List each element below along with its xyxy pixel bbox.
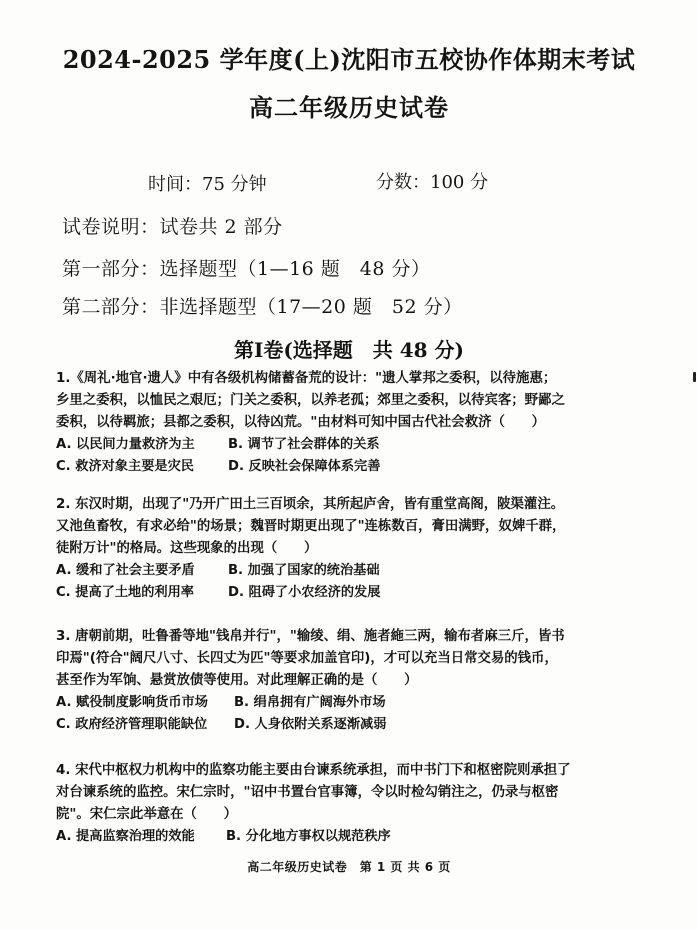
option-c: C. 提高了土地的利用率 xyxy=(56,585,194,600)
paper-note: 试卷说明：试卷共 2 部分 xyxy=(62,216,283,238)
part-one-note: 第一部分：选择题型（1—16 题 48 分） xyxy=(62,258,431,280)
option-d: D. 人身依附关系逐渐减弱 xyxy=(234,717,387,732)
question-line: 2. 东汉时期，出现了"乃开广田土三百顷余，其所起庐舍，皆有重堂高阁，陂渠灌注。 xyxy=(56,497,565,512)
page-footer: 高二年级历史试卷 第 1 页 共 6 页 xyxy=(247,860,451,874)
question-line: 对台谏系统的监控。宋仁宗时，"诏中书置台官事簿，令以时检勾销注之，仍录与枢密 xyxy=(56,785,559,800)
question-4 xyxy=(56,760,616,848)
option-row xyxy=(56,692,616,714)
question-line: 院"。宋仁宗此举意在（ ） xyxy=(56,807,238,822)
option-d: D. 阻碍了小农经济的发展 xyxy=(228,585,381,600)
question-line: 乡里之委积，以恤民之艰厄；门关之委积，以养老孤；郊里之委积，以待宾客；野鄙之 xyxy=(56,393,565,408)
option-a: A. 提高监察治理的效能 xyxy=(56,829,195,844)
option-row xyxy=(56,434,616,456)
question-3 xyxy=(56,626,616,736)
option-b: B. 分化地方事权以规范秩序 xyxy=(226,829,391,844)
question-line: 徒附万计"的格局。这些现象的出现（ ） xyxy=(56,541,318,556)
option-b: B. 绢帛拥有广阔海外市场 xyxy=(234,695,386,710)
option-d: D. 反映社会保障体系完善 xyxy=(228,459,381,474)
option-row xyxy=(56,826,616,848)
exam-subtitle: 高二年级历史试卷 xyxy=(249,93,449,122)
option-a: A. 缓和了社会主要矛盾 xyxy=(56,563,195,578)
question-line: 甚至作为军饷、悬赏放债等使用。对此理解正确的是（ ） xyxy=(56,673,418,688)
option-b: B. 调节了社会群体的关系 xyxy=(228,437,380,452)
option-c: C. 政府经济管理职能缺位 xyxy=(56,717,208,732)
exam-title: 2024-2025 学年度(上)沈阳市五校协作体期末考试 xyxy=(62,45,636,74)
option-a: A. 以民间力量救济为主 xyxy=(56,437,195,452)
option-a: A. 赋役制度影响货币市场 xyxy=(56,695,208,710)
exam-time: 时间：75 分钟 xyxy=(148,174,267,195)
exam-score: 分数：100 分 xyxy=(376,172,489,193)
option-row xyxy=(56,456,616,478)
option-row xyxy=(56,714,616,736)
option-b: B. 加强了国家的统治基础 xyxy=(228,563,380,578)
question-line: 又池鱼畜牧，有求必给"的场景；魏晋时期更出现了"连栋数百，膏田满野，奴婢千群， xyxy=(56,519,566,534)
question-2 xyxy=(56,494,616,604)
question-1 xyxy=(56,368,616,478)
question-line: 1.《周礼·地官·遗人》中有各级机构储蓄备荒的设计："遗人掌邦之委积，以待施惠； xyxy=(56,371,557,386)
scan-edge-mark xyxy=(693,372,696,382)
option-row xyxy=(56,560,616,582)
section-title: 第Ⅰ卷(选择题 共 48 分) xyxy=(233,338,465,362)
option-c: C. 救济对象主要是灾民 xyxy=(56,459,194,474)
option-row xyxy=(56,582,616,604)
question-line: 4. 宋代中枢权力机构中的监察功能主要由台谏系统承担，而中书门下和枢密院则承担了 xyxy=(56,763,571,778)
part-two-note: 第二部分：非选择题型（17—20 题 52 分） xyxy=(62,296,463,318)
question-line: 委积，以待羁旅；县都之委积，以待凶荒。"由材料可知中国古代社会救济（ ） xyxy=(56,415,546,430)
question-line: 印焉"(符合"阔尺八寸、长四丈为匹"等要求加盖官印)，才可以充当日常交易的钱币， xyxy=(56,651,558,666)
question-line: 3. 唐朝前期，吐鲁番等地"钱帛并行"，"输绫、绢、施者絁三两，输布者麻三斤，皆书 xyxy=(56,629,565,644)
